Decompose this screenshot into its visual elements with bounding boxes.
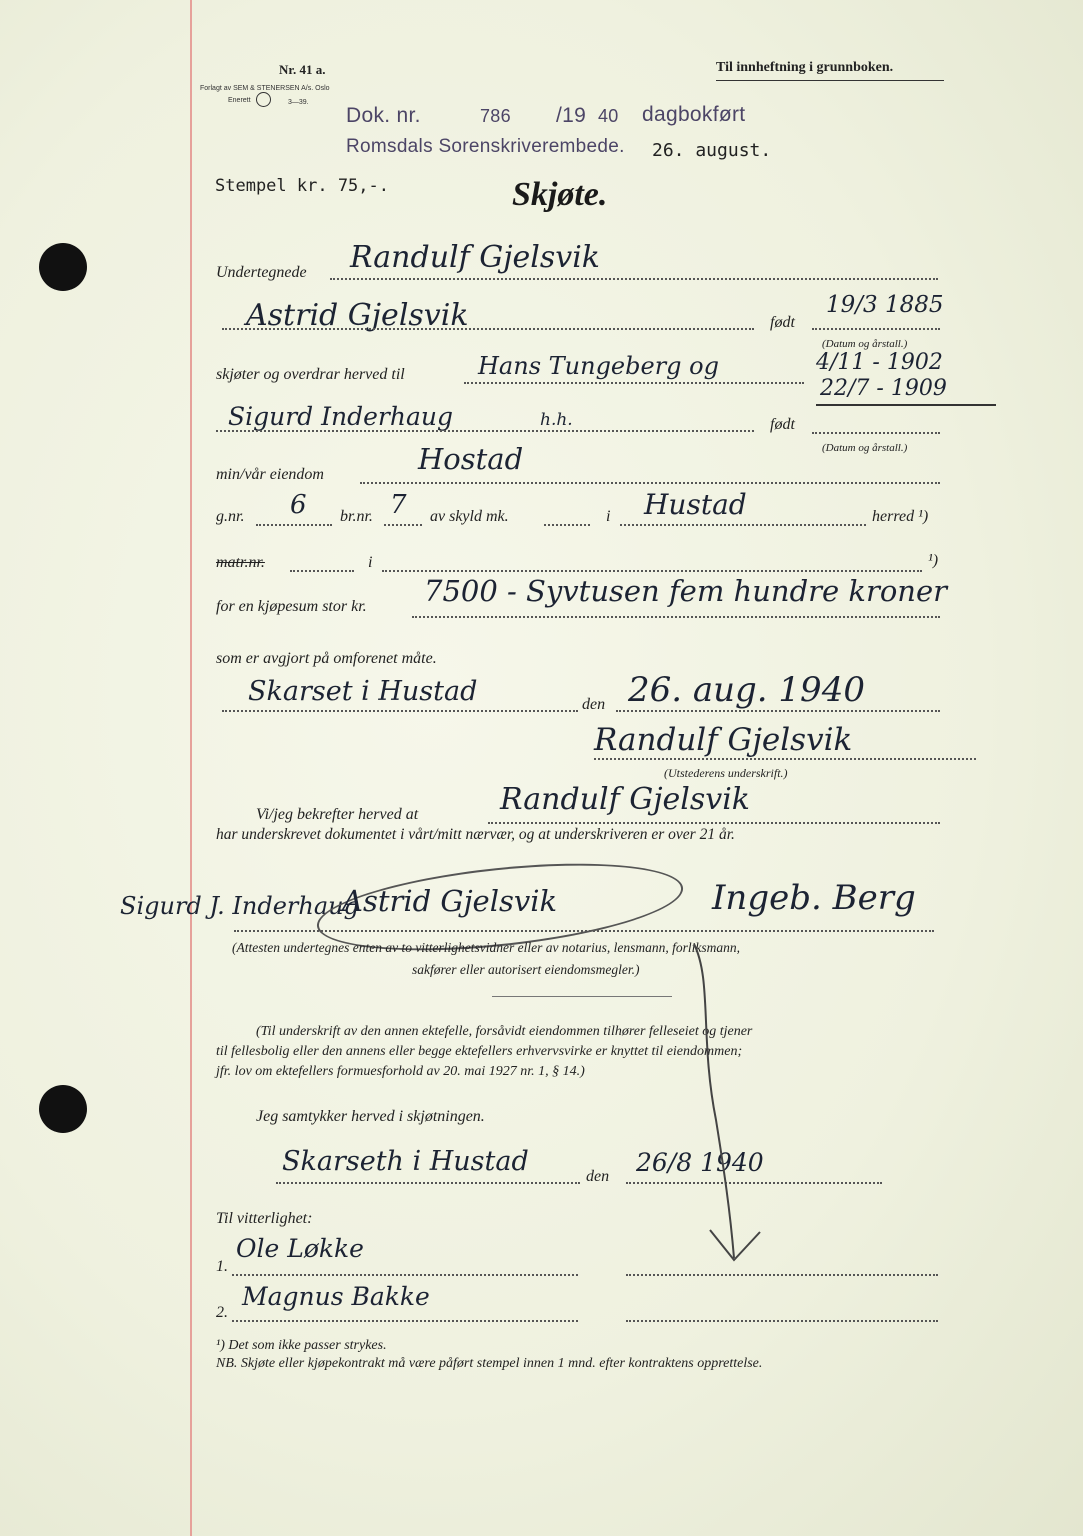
footnote-2: NB. Skjøte eller kjøpekontrakt må være påført stempel innen 1 mnd. efter kontraktens opprettelse. bbox=[216, 1356, 763, 1371]
date-handwritten: 26. aug. 1940 bbox=[628, 670, 865, 710]
price-line bbox=[412, 616, 940, 618]
issuer-signature-line bbox=[594, 758, 976, 760]
date2-handwritten: 26/8 1940 bbox=[636, 1148, 764, 1177]
herred-line bbox=[620, 524, 866, 526]
settled-text: som er avgjort på omforenet måte. bbox=[216, 650, 437, 667]
stamp-duty: Stempel kr. 75,-. bbox=[215, 176, 389, 196]
property-name: Hostad bbox=[418, 442, 524, 476]
gnr-label: g.nr. bbox=[216, 508, 245, 525]
brnr-label: br.nr. bbox=[340, 508, 373, 525]
skyld-label: av skyld mk. bbox=[430, 508, 509, 525]
brnr-value: 7 bbox=[390, 490, 407, 520]
witness1-line bbox=[232, 1274, 578, 1276]
matr-footnote-ref: ¹) bbox=[928, 552, 939, 569]
confirm-line bbox=[488, 822, 940, 824]
transfer-label: skjøter og overdrar herved til bbox=[216, 366, 405, 383]
witness2-signature: Magnus Bakke bbox=[242, 1282, 430, 1311]
publisher-logo bbox=[256, 92, 271, 107]
undertegnede-label: Undertegnede bbox=[216, 264, 307, 281]
document-title: Skjøte. bbox=[512, 176, 608, 213]
attest-note-1: (Attesten undertegnes enten av to vitterlighetsvidner eller av notarius, lensmann, forliksmann, bbox=[232, 940, 741, 955]
buyer1-handwritten: Hans Tungeberg og bbox=[478, 352, 719, 380]
form-number: Nr. 41 a. bbox=[279, 62, 326, 77]
spouse-note-3: jfr. lov om ektefellers formuesforhold av 20. mai 1927 nr. 1, § 14.) bbox=[216, 1064, 585, 1079]
punch-hole-top bbox=[39, 243, 87, 291]
buyer-born-label: født bbox=[770, 416, 795, 433]
stamp-logged: dagbokført bbox=[642, 103, 746, 126]
date-line bbox=[616, 710, 940, 712]
spouse-note-2: til fellesbolig eller den annens eller begge ektefellers erhvervsvirke er knyttet til eiendommen; bbox=[216, 1044, 743, 1059]
herred-label: herred ¹) bbox=[872, 508, 929, 525]
buyer1-birthdate: 4/11 - 1902 bbox=[816, 350, 943, 375]
print-date: 3—39. bbox=[288, 99, 309, 106]
seller-born-label: født bbox=[770, 314, 795, 331]
witness1-number: 1. bbox=[216, 1258, 228, 1275]
footnote-1: ¹) Det som ikke passer strykes. bbox=[216, 1338, 387, 1353]
place2-handwritten: Skarseth i Hustad bbox=[282, 1146, 529, 1177]
datum-hint-2: (Datum og årstall.) bbox=[822, 442, 908, 454]
matr-line bbox=[290, 570, 354, 572]
matr-i-label: i bbox=[368, 554, 373, 571]
witness2b-line bbox=[626, 1320, 938, 1322]
binding-note-underline bbox=[716, 80, 944, 81]
stamp-doc-number: 786 bbox=[480, 106, 511, 126]
gnr-line bbox=[256, 524, 332, 526]
seller1-line bbox=[330, 278, 938, 280]
publisher-rights: Enerett bbox=[228, 97, 251, 104]
price-value: 7500 - Syvtusen fem hundre kroner bbox=[424, 574, 947, 608]
price-label: for en kjøpesum stor kr. bbox=[216, 598, 367, 615]
stamp-date: 26. august. bbox=[652, 140, 772, 161]
margin-rule bbox=[190, 0, 192, 1536]
punch-hole-bottom bbox=[39, 1085, 87, 1133]
buyer2-handwritten: Sigurd Inderhaug bbox=[228, 402, 453, 431]
witness-label: Til vitterlighet: bbox=[216, 1210, 313, 1227]
matr-herred-line bbox=[382, 570, 922, 572]
den2-label: den bbox=[586, 1168, 610, 1185]
witness2-number: 2. bbox=[216, 1304, 228, 1321]
seller-birthdate: 19/3 1885 bbox=[826, 292, 944, 318]
datum-hint-1: (Datum og årstall.) bbox=[822, 338, 908, 350]
consent-text: Jeg samtykker herved i skjøtningen. bbox=[256, 1108, 485, 1125]
herred-value: Hustad bbox=[644, 488, 747, 521]
buyer2-suffix: h.h. bbox=[540, 410, 573, 430]
place-line bbox=[222, 710, 578, 712]
property-label: min/vår eiendom bbox=[216, 466, 324, 483]
i-label: i bbox=[606, 508, 611, 525]
attest-separator bbox=[492, 996, 672, 997]
property-line bbox=[360, 482, 940, 484]
issuer-caption: (Utstederens underskrift.) bbox=[664, 766, 788, 780]
buyer1-line bbox=[464, 382, 804, 384]
birthdate-underline bbox=[816, 404, 996, 406]
buyer2-line bbox=[216, 430, 754, 432]
seller-birthdate-line bbox=[812, 328, 940, 330]
spouse-note-1: (Til underskrift av den annen ektefelle, forsåvidt eiendommen tilhører felleseiet og tjener bbox=[256, 1024, 753, 1039]
brnr-line bbox=[384, 524, 422, 526]
skyld-line bbox=[544, 524, 590, 526]
den-label: den bbox=[582, 696, 606, 713]
matr-label: matr.nr. bbox=[216, 554, 265, 571]
buyer2-birthdate: 22/7 - 1909 bbox=[820, 376, 947, 401]
witness1-signature: Ole Løkke bbox=[236, 1234, 364, 1263]
stamp-year-prefix: /19 bbox=[556, 104, 587, 127]
seller2-handwritten: Astrid Gjelsvik bbox=[246, 298, 469, 333]
witness-line bbox=[234, 930, 934, 932]
confirm-label: Vi/jeg bekrefter herved at bbox=[256, 806, 419, 823]
seller2-line bbox=[222, 328, 754, 330]
witness2-line bbox=[232, 1320, 578, 1322]
witness-mid-signature: Astrid Gjelsvik bbox=[342, 884, 558, 918]
gnr-value: 6 bbox=[290, 490, 307, 520]
issuer-signature: Randulf Gjelsvik bbox=[594, 722, 853, 758]
stamp-office: Romsdals Sorenskriverembede. bbox=[346, 136, 625, 157]
buyer-birthdate-line bbox=[812, 432, 940, 434]
place2-line bbox=[276, 1182, 580, 1184]
place-handwritten: Skarset i Hustad bbox=[248, 676, 478, 707]
witness-left-signature: Sigurd J. Inderhaug bbox=[120, 892, 359, 920]
confirm-text: har underskrevet dokumentet i vårt/mitt nærvær, og at underskriveren er over 21 år. bbox=[216, 826, 735, 843]
pencil-arrow bbox=[660, 940, 770, 1280]
confirm-name: Randulf Gjelsvik bbox=[500, 782, 750, 817]
stamp-doc-label: Dok. nr. bbox=[346, 104, 421, 127]
witness-right-signature: Ingeb. Berg bbox=[712, 878, 916, 918]
publisher-line: Forlagt av SEM & STENERSEN A/s. Oslo bbox=[200, 85, 330, 92]
binding-note: Til innheftning i grunnboken. bbox=[716, 60, 894, 75]
attest-note-2: sakfører eller autorisert eiendomsmegler.) bbox=[412, 962, 640, 977]
stamp-year: 40 bbox=[598, 106, 619, 126]
seller1-handwritten: Randulf Gjelsvik bbox=[350, 240, 600, 275]
